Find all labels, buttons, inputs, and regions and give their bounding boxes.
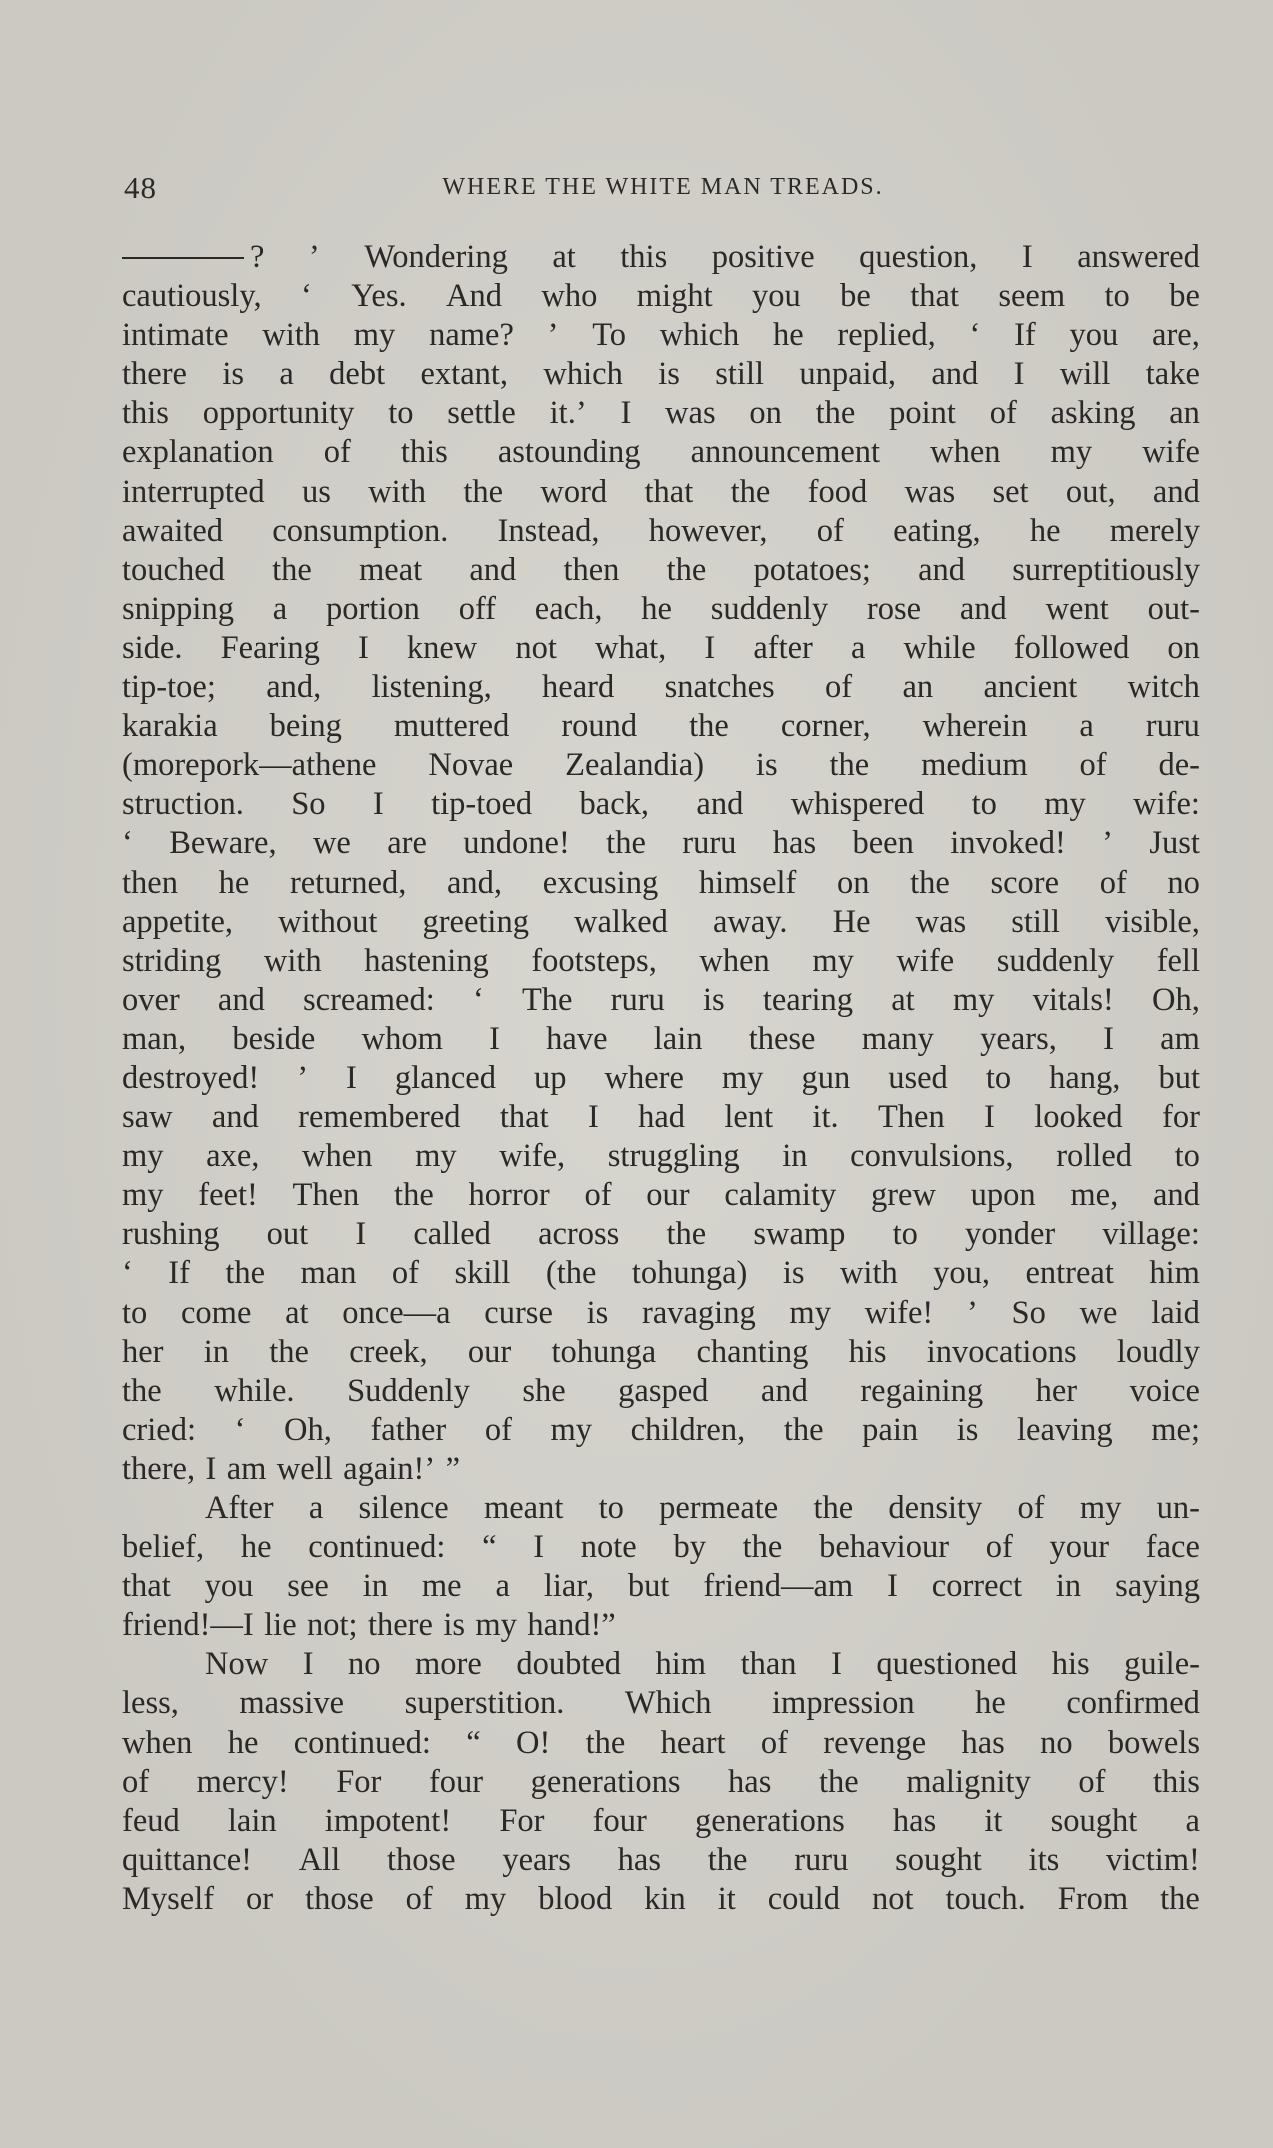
text-line: her in the creek, our tohunga chanting his invocations loudly: [122, 1333, 1200, 1370]
text-line: the while. Suddenly she gasped and regaining her voice: [122, 1372, 1200, 1409]
text-line: that you see in me a liar, but friend—am I correct in saying: [122, 1568, 1200, 1605]
text-line: side. Fearing I knew not what, I after a while followed on: [122, 629, 1200, 666]
text-line: over and screamed: ‘ The ruru is tearing at my vitals! Oh,: [122, 981, 1200, 1018]
text-line: to come at once—a curse is ravaging my wife! ’ So we laid: [122, 1294, 1200, 1331]
text-line: rushing out I called across the swamp to yonder village:: [122, 1216, 1200, 1253]
running-head: [124, 170, 1202, 210]
text-line: tip-toe; and, listening, heard snatches of an ancient witch: [122, 669, 1200, 706]
text-line: there is a debt extant, which is still unpaid, and I will take: [122, 356, 1200, 393]
text-line: quittance! All those years has the ruru sought its victim!: [122, 1841, 1200, 1878]
text-line: ‘ If the man of skill (the tohunga) is with you, entreat him: [122, 1255, 1200, 1292]
text-line: this opportunity to settle it.’ I was on the point of asking an: [122, 395, 1200, 432]
text-line: cautiously, ‘ Yes. And who might you be that seem to be: [122, 278, 1200, 315]
text-line: my axe, when my wife, struggling in convulsions, rolled to: [122, 1138, 1200, 1175]
text-line: awaited consumption. Instead, however, of eating, he merely: [122, 512, 1200, 549]
running-title: WHERE THE WHITE MAN TREADS.: [442, 174, 884, 200]
text-line: less, massive superstition. Which impression he confirmed: [122, 1685, 1200, 1722]
text-line: belief, he continued: “ I note by the behaviour of your face: [122, 1529, 1200, 1566]
text-line: karakia being muttered round the corner, wherein a ruru: [122, 708, 1200, 745]
text-line: struction. So I tip-toed back, and whispered to my wife:: [122, 786, 1200, 823]
text-line: feud lain impotent! For four generations has it sought a: [122, 1802, 1200, 1839]
text-line: ‘ Beware, we are undone! the ruru has been invoked! ’ Just: [122, 825, 1200, 862]
text-line: of mercy! For four generations has the malignity of this: [122, 1763, 1200, 1800]
text-line: After a silence meant to permeate the density of my un-: [205, 1490, 1200, 1526]
text-line: snipping a portion off each, he suddenly rose and went out-: [122, 590, 1200, 627]
text-line: Myself or those of my blood kin it could not touch. From the: [122, 1880, 1200, 1917]
text-line: cried: ‘ Oh, father of my children, the pain is leaving me;: [122, 1411, 1200, 1448]
text-line: saw and remembered that I had lent it. Then I looked for: [122, 1099, 1200, 1136]
leading-dash-rule: [122, 257, 244, 259]
text-line: intimate with my name? ’ To which he replied, ‘ If you are,: [122, 317, 1200, 354]
text-line: then he returned, and, excusing himself on the score of no: [122, 864, 1200, 901]
text-line: interrupted us with the word that the food was set out, and: [122, 473, 1200, 510]
page-number: 48: [124, 170, 157, 205]
text-line: when he continued: “ O! the heart of revenge has no bowels: [122, 1724, 1200, 1761]
text-line: Now I no more doubted him than I questioned his guile-: [205, 1646, 1200, 1683]
text-line: appetite, without greeting walked away. He was still visible,: [122, 903, 1200, 940]
text-line: explanation of this astounding announcement when my wife: [122, 434, 1200, 471]
text-line: man, beside whom I have lain these many years, I am: [122, 1020, 1200, 1057]
text-line: touched the meat and then the potatoes; and surreptitiously: [122, 551, 1200, 588]
text-line: destroyed! ’ I glanced up where my gun used to hang, but: [122, 1059, 1200, 1096]
text-line: there, I am well again!’ ”: [122, 1450, 461, 1487]
text-line: ? ’ Wondering at this positive question, I answered: [122, 238, 1200, 277]
body-text: [122, 238, 1200, 1919]
text-line: (morepork—athene Novae Zealandia) is the medium of de-: [122, 747, 1200, 784]
text-line: striding with hastening footsteps, when my wife suddenly fell: [122, 942, 1200, 979]
text-line: my feet! Then the horror of our calamity grew upon me, and: [122, 1177, 1200, 1214]
text-line: friend!—I lie not; there is my hand!”: [122, 1607, 616, 1644]
